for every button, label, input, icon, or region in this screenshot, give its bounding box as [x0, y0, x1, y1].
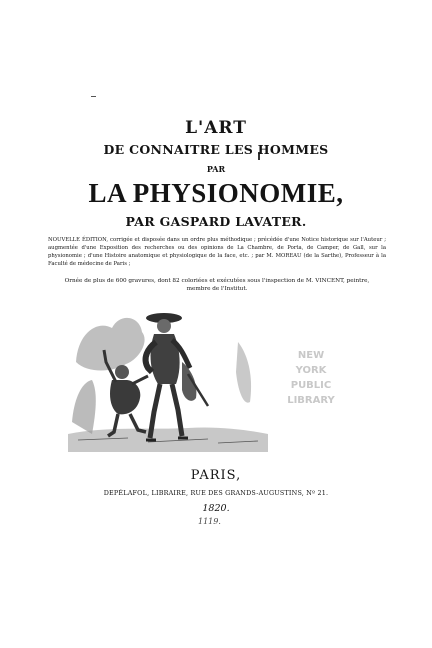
title-line-lart: L'ART [185, 118, 247, 138]
engraving-ground [68, 427, 268, 452]
stamp-line: PUBLIC [290, 380, 332, 391]
library-stamp [282, 348, 340, 408]
stamp-line: NEW YORK [295, 350, 327, 376]
publisher-line: DEPÉLAFOL, LIBRAIRE, RUE DES GRANDS-AUGUSTINS, Nº 21. [103, 489, 329, 497]
ink-speck [91, 96, 96, 97]
place-of-publication: PARIS, [190, 468, 242, 483]
engraving-man [146, 313, 208, 440]
title-line-par: PAR [206, 164, 226, 174]
stamp-line: LIBRARY [287, 395, 335, 406]
author-line: PAR GASPARD LAVATER. [125, 214, 307, 229]
title-line-de-connaitre: DE CONNAITRE LES HOMMES [103, 142, 329, 157]
publication-year: 1820. [202, 503, 230, 514]
handwritten-note: 1119. [198, 517, 221, 526]
title-line-physionomie: LA PHYSIONOMIE, [88, 178, 344, 208]
frontispiece-engraving [68, 302, 268, 452]
edition-description: NOUVELLE ÉDITION, corrigée et disposée dans un ordre plus méthodique ; précédée d'une Notice historique sur l'Auteur ; augmentée d'une Exposition des recherches ou des opinions de La Chambre, de Porta, de Camper, de Gall, sur la physionomie ; d'une Histoire anatomique et physiologique de la face, etc. ; par M. MOREAU (de la Sarthe), Professeur à la Faculté de médecine de Paris ; [48, 237, 386, 267]
illustration-note: Ornée de plus de 600 gravures, dont 82 coloriées et exécutées sous l'inspection de M. VINCENT, peintre, membre de l'Institut. [64, 278, 370, 292]
